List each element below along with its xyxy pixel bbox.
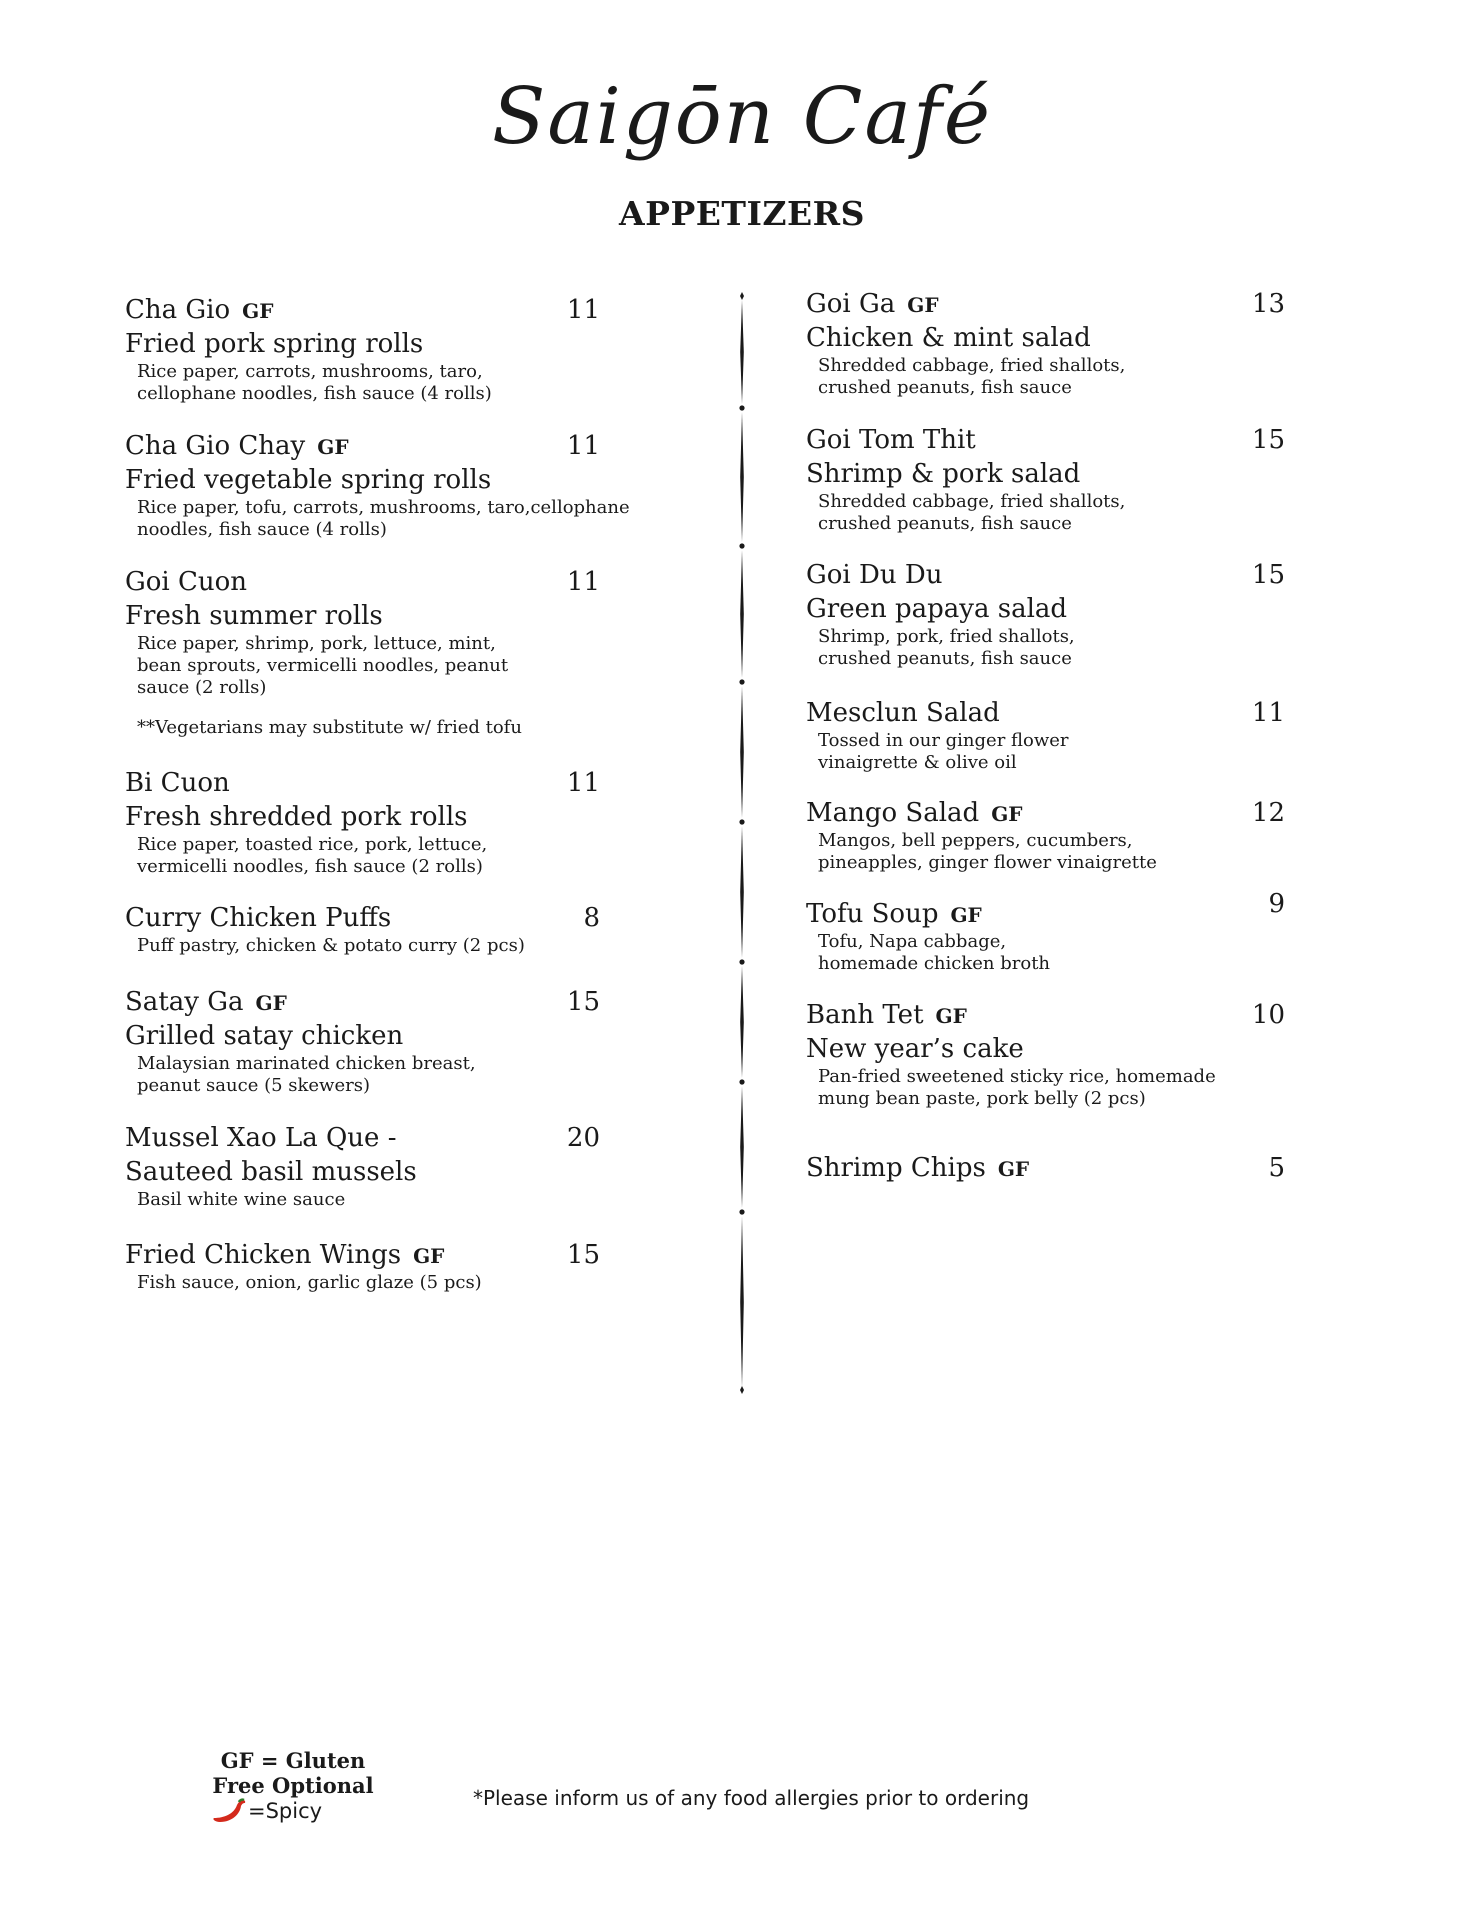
menu-item-name: Bi Cuon — [125, 768, 230, 798]
menu-item-description: Rice paper, carrots, mushrooms, taro, — [137, 361, 483, 382]
spicy-legend — [210, 1798, 322, 1824]
menu-item-price: 13 — [1251, 289, 1285, 319]
menu-item-description: Rice paper, toasted rice, pork, lettuce, — [137, 834, 488, 855]
gf-legend: GF = Gluten Free Optional — [212, 1748, 374, 1798]
menu-item-header — [806, 696, 1069, 730]
menu-item-description: Shrimp, pork, fried shallots, — [818, 626, 1075, 647]
menu-item-header — [806, 558, 1075, 592]
menu-item-description: peanut sauce (5 skewers) — [137, 1075, 370, 1096]
gluten-free-badge: GF — [255, 991, 287, 1015]
menu-item-description: Rice paper, shrimp, pork, lettuce, mint, — [137, 633, 496, 654]
menu-item-price: 5 — [1268, 1153, 1285, 1183]
menu-item-description: vermicelli noodles, fish sauce (2 rolls) — [137, 856, 483, 877]
chili-pepper-icon — [210, 1798, 248, 1824]
gluten-free-badge: GF — [317, 435, 349, 459]
menu-item-header — [125, 766, 487, 800]
menu-item — [806, 897, 1050, 975]
menu-item-header — [806, 897, 1050, 931]
menu-item-description: vinaigrette & olive oil — [818, 752, 1017, 773]
menu-item-description: Shredded cabbage, fried shallots, — [818, 355, 1126, 376]
gluten-free-badge: GF — [413, 1244, 445, 1268]
brand-title: Saigōn Café — [491, 72, 993, 162]
menu-item-header — [125, 1121, 417, 1155]
menu-item-price: 11 — [566, 431, 600, 461]
menu-item-note: **Vegetarians may substitute w/ fried tofu — [137, 717, 522, 738]
section-title: APPETIZERS — [619, 194, 865, 233]
menu-item-header — [125, 985, 476, 1019]
menu-item-name: Fried Chicken Wings — [125, 1240, 402, 1270]
menu-item-price: 9 — [1268, 889, 1285, 919]
menu-item — [125, 901, 525, 957]
menu-item-header — [125, 565, 522, 599]
menu-item — [125, 766, 487, 878]
menu-item-name: Cha Gio — [125, 295, 231, 325]
menu-item — [125, 985, 476, 1097]
menu-item-name: Goi Du Du — [806, 560, 943, 590]
menu-item-header — [806, 796, 1157, 830]
menu-item-subtitle: Fried vegetable spring rolls — [125, 465, 492, 495]
gluten-free-badge: GF — [991, 802, 1023, 826]
menu-item-description: homemade chicken broth — [818, 953, 1051, 974]
menu-item-name: Goi Cuon — [125, 567, 248, 597]
menu-item — [806, 1151, 1029, 1185]
gluten-free-badge: GF — [907, 293, 939, 317]
menu-item-name: Satay Ga — [125, 987, 244, 1017]
menu-item-name: Mesclun Salad — [806, 698, 1000, 728]
menu-item-subtitle: Fried pork spring rolls — [125, 329, 424, 359]
menu-item-subtitle: Sauteed basil mussels — [125, 1157, 417, 1187]
menu-item-description: crushed peanuts, fish sauce — [818, 513, 1072, 534]
menu-item — [125, 1238, 482, 1294]
menu-item-description: Shredded cabbage, fried shallots, — [818, 491, 1126, 512]
menu-item-price: 8 — [583, 903, 600, 933]
menu-item-name: Mango Salad — [806, 798, 980, 828]
menu-item-description: bean sprouts, vermicelli noodles, peanut — [137, 655, 509, 676]
menu-item-header — [125, 1238, 482, 1272]
menu-item-price: 15 — [1251, 560, 1285, 590]
menu-item-price: 11 — [566, 295, 600, 325]
menu-item-price: 20 — [566, 1123, 600, 1153]
menu-item-description: Malaysian marinated chicken breast, — [137, 1053, 476, 1074]
menu-item — [125, 1121, 417, 1211]
menu-item-name: Tofu Soup — [806, 899, 939, 929]
menu-item-subtitle: Green papaya salad — [806, 594, 1068, 624]
menu-item-description: Pan-fried sweetened sticky rice, homemade — [818, 1066, 1216, 1087]
menu-item — [806, 998, 1216, 1110]
menu-item — [125, 565, 522, 739]
menu-item-name: Shrimp Chips — [806, 1153, 986, 1183]
menu-item-subtitle: Grilled satay chicken — [125, 1021, 404, 1051]
menu-item-name: Banh Tet — [806, 1000, 924, 1030]
ornamental-divider — [732, 292, 752, 1394]
menu-item-name: Cha Gio Chay — [125, 431, 306, 461]
menu-item-price: 10 — [1251, 1000, 1285, 1030]
menu-item-name: Goi Ga — [806, 289, 896, 319]
gluten-free-badge: GF — [997, 1157, 1030, 1181]
menu-item-description: cellophane noodles, fish sauce (4 rolls) — [137, 383, 492, 404]
allergy-notice: *Please inform us of any food allergies prior to ordering — [473, 1786, 1030, 1810]
menu-item-description: noodles, fish sauce (4 rolls) — [137, 519, 387, 540]
menu-item-description: Rice paper, tofu, carrots, mushrooms, taro,cellophane — [137, 497, 630, 518]
menu-item-header — [806, 423, 1125, 457]
menu-item-header — [125, 901, 525, 935]
spicy-legend-label: =Spicy — [248, 1799, 323, 1823]
menu-item-price: 15 — [566, 1240, 600, 1270]
gluten-free-badge: GF — [950, 903, 982, 927]
menu-item-price: 11 — [566, 567, 600, 597]
menu-item-header — [806, 998, 1216, 1032]
menu-item-description: pineapples, ginger flower vinaigrette — [818, 852, 1157, 873]
menu-item-name: Curry Chicken Puffs — [125, 903, 392, 933]
menu-item-subtitle: Fresh shredded pork rolls — [125, 802, 468, 832]
menu-item-subtitle: Chicken & mint salad — [806, 323, 1091, 353]
menu-item-subtitle: Fresh summer rolls — [125, 601, 383, 631]
menu-item-description: Tofu, Napa cabbage, — [818, 931, 1007, 952]
menu-item-name: Goi Tom Thit — [806, 425, 976, 455]
menu-item-price: 15 — [566, 987, 600, 1017]
menu-item-header — [806, 1151, 1029, 1185]
menu-item-description: mung bean paste, pork belly (2 pcs) — [818, 1088, 1146, 1109]
menu-item-header — [125, 293, 492, 327]
menu-item-description: crushed peanuts, fish sauce — [818, 377, 1072, 398]
menu-item — [806, 558, 1075, 670]
menu-item-description: Basil white wine sauce — [137, 1189, 346, 1210]
menu-item-header — [806, 287, 1125, 321]
menu-item-description: Tossed in our ginger flower — [818, 730, 1069, 751]
gluten-free-badge: GF — [242, 299, 274, 323]
gluten-free-badge: GF — [935, 1004, 967, 1028]
menu-item — [806, 423, 1125, 535]
menu-item-price: 11 — [1251, 698, 1285, 728]
menu-item-price: 11 — [566, 768, 600, 798]
menu-item-name: Mussel Xao La Que - — [125, 1123, 397, 1153]
menu-item-description: Mangos, bell peppers, cucumbers, — [818, 830, 1133, 851]
menu-item-price: 12 — [1251, 798, 1285, 828]
menu-item-description: crushed peanuts, fish sauce — [818, 648, 1072, 669]
menu-item-description: sauce (2 rolls) — [137, 677, 267, 698]
menu-item — [806, 796, 1157, 874]
menu-item — [806, 287, 1125, 399]
menu-item — [806, 696, 1069, 774]
menu-item-subtitle: New year’s cake — [806, 1034, 1024, 1064]
menu-item-description: Puff pastry, chicken & potato curry (2 pcs) — [137, 935, 525, 956]
menu-item-description: Fish sauce, onion, garlic glaze (5 pcs) — [137, 1272, 482, 1293]
menu-item-subtitle: Shrimp & pork salad — [806, 459, 1081, 489]
menu-item — [125, 293, 492, 405]
menu-item-price: 15 — [1251, 425, 1285, 455]
